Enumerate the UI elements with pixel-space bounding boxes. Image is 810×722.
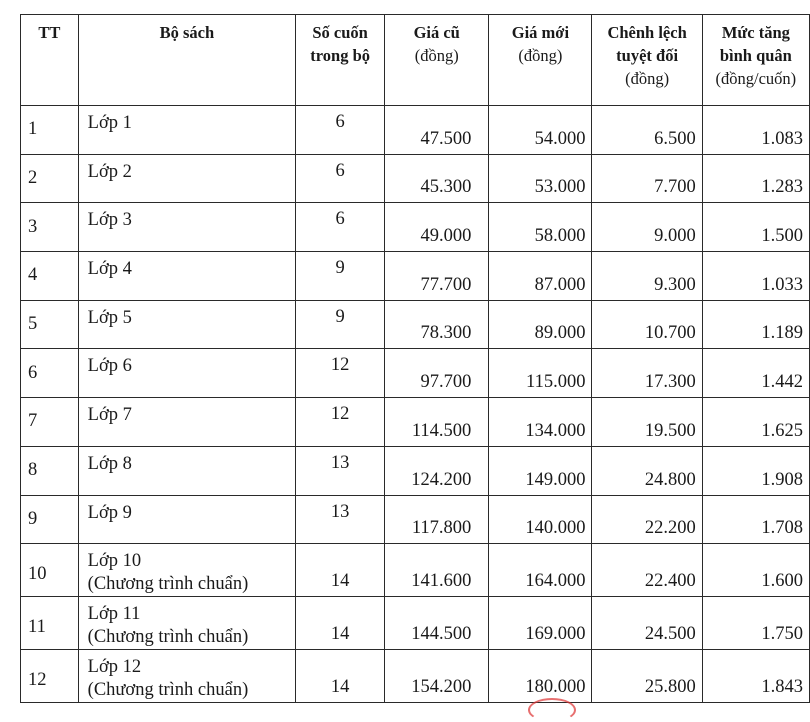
cell-gia-cu: 114.500 [385, 398, 489, 447]
cell-tt: 8 [21, 446, 79, 495]
cell-bo-sach: Lớp 12 (Chương trình chuẩn) [78, 650, 295, 703]
cell-so-cuon: 9 [296, 252, 385, 301]
cell-so-cuon: 13 [296, 495, 385, 544]
cell-gia-cu: 154.200 [385, 650, 489, 703]
cell-gia-moi: 89.000 [489, 300, 592, 349]
cell-muc-tang: 1.189 [702, 300, 809, 349]
cell-muc-tang: 1.442 [702, 349, 809, 398]
cell-so-cuon: 12 [296, 398, 385, 447]
cell-tt: 12 [21, 650, 79, 703]
table-body [21, 106, 810, 703]
header-gia-cu: Giá cũ (đồng) [385, 15, 489, 106]
table-row [21, 106, 810, 155]
cell-gia-cu: 117.800 [385, 495, 489, 544]
cell-gia-moi: 180.000 [489, 650, 592, 703]
cell-gia-cu: 97.700 [385, 349, 489, 398]
cell-tt: 11 [21, 597, 79, 650]
cell-so-cuon: 13 [296, 446, 385, 495]
cell-muc-tang: 1.750 [702, 597, 809, 650]
cell-gia-moi: 53.000 [489, 154, 592, 203]
cell-bo-sach: Lớp 1 [78, 106, 295, 155]
cell-gia-cu: 45.300 [385, 154, 489, 203]
cell-chenh-lech: 10.700 [592, 300, 702, 349]
cell-tt: 1 [21, 106, 79, 155]
table-row [21, 154, 810, 203]
table-row [21, 203, 810, 252]
header-row [21, 15, 810, 106]
cell-so-cuon: 9 [296, 300, 385, 349]
cell-tt: 6 [21, 349, 79, 398]
cell-muc-tang: 1.600 [702, 544, 809, 597]
cell-muc-tang: 1.083 [702, 106, 809, 155]
cell-bo-sach: Lớp 10 (Chương trình chuẩn) [78, 544, 295, 597]
cell-bo-sach: Lớp 3 [78, 203, 295, 252]
program-label: (Chương trình chuẩn) [87, 574, 249, 595]
cell-chenh-lech: 6.500 [592, 106, 702, 155]
cell-gia-cu: 77.700 [385, 252, 489, 301]
cell-gia-cu: 78.300 [385, 300, 489, 349]
cell-muc-tang: 1.708 [702, 495, 809, 544]
price-table [20, 14, 810, 703]
cell-bo-sach: Lớp 5 [78, 300, 295, 349]
table-row [21, 398, 810, 447]
table-row [21, 650, 810, 703]
cell-chenh-lech: 19.500 [592, 398, 702, 447]
cell-gia-moi: 149.000 [489, 446, 592, 495]
cell-bo-sach: Lớp 4 [78, 252, 295, 301]
cell-gia-cu: 49.000 [385, 203, 489, 252]
cell-gia-cu: 141.600 [385, 544, 489, 597]
cell-chenh-lech: 24.500 [592, 597, 702, 650]
cell-gia-moi: 140.000 [489, 495, 592, 544]
cell-bo-sach: Lớp 2 [78, 154, 295, 203]
program-label: (Chương trình chuẩn) [87, 680, 249, 701]
program-label: (Chương trình chuẩn) [87, 627, 249, 648]
cell-muc-tang: 1.500 [702, 203, 809, 252]
table-row [21, 544, 810, 597]
cell-so-cuon: 14 [296, 597, 385, 650]
cell-tt: 4 [21, 252, 79, 301]
cell-muc-tang: 1.908 [702, 446, 809, 495]
table-row [21, 597, 810, 650]
header-chenh-lech: Chênh lệch tuyệt đối (đồng) [592, 15, 702, 106]
cell-chenh-lech: 22.400 [592, 544, 702, 597]
table-row [21, 300, 810, 349]
cell-chenh-lech: 9.300 [592, 252, 702, 301]
header-tt: TT [21, 15, 79, 106]
cell-so-cuon: 6 [296, 106, 385, 155]
cell-bo-sach: Lớp 7 [78, 398, 295, 447]
cell-muc-tang: 1.283 [702, 154, 809, 203]
cell-gia-moi: 58.000 [489, 203, 592, 252]
cell-tt: 7 [21, 398, 79, 447]
cell-gia-cu: 144.500 [385, 597, 489, 650]
cell-so-cuon: 14 [296, 544, 385, 597]
header-so-cuon: Số cuốn trong bộ [296, 15, 385, 106]
cell-gia-cu: 124.200 [385, 446, 489, 495]
cell-tt: 3 [21, 203, 79, 252]
header-muc-tang: Mức tăng bình quân (đồng/cuốn) [702, 15, 809, 106]
cell-so-cuon: 14 [296, 650, 385, 703]
cell-chenh-lech: 24.800 [592, 446, 702, 495]
cell-bo-sach: Lớp 9 [78, 495, 295, 544]
cell-so-cuon: 12 [296, 349, 385, 398]
cell-gia-moi: 134.000 [489, 398, 592, 447]
table-row [21, 349, 810, 398]
cell-tt: 9 [21, 495, 79, 544]
cell-muc-tang: 1.843 [702, 650, 809, 703]
red-stamp-mark [528, 698, 576, 722]
cell-gia-moi: 164.000 [489, 544, 592, 597]
cell-tt: 10 [21, 544, 79, 597]
cell-gia-moi: 87.000 [489, 252, 592, 301]
table-row [21, 446, 810, 495]
cell-muc-tang: 1.033 [702, 252, 809, 301]
cell-chenh-lech: 17.300 [592, 349, 702, 398]
table-row [21, 495, 810, 544]
cell-gia-cu: 47.500 [385, 106, 489, 155]
cell-gia-moi: 115.000 [489, 349, 592, 398]
table-row [21, 252, 810, 301]
cell-bo-sach: Lớp 11 (Chương trình chuẩn) [78, 597, 295, 650]
cell-tt: 2 [21, 154, 79, 203]
cell-chenh-lech: 22.200 [592, 495, 702, 544]
header-gia-moi: Giá mới (đồng) [489, 15, 592, 106]
cell-so-cuon: 6 [296, 154, 385, 203]
cell-chenh-lech: 25.800 [592, 650, 702, 703]
cell-bo-sach: Lớp 8 [78, 446, 295, 495]
cell-gia-moi: 54.000 [489, 106, 592, 155]
cell-chenh-lech: 9.000 [592, 203, 702, 252]
cell-gia-moi: 169.000 [489, 597, 592, 650]
cell-muc-tang: 1.625 [702, 398, 809, 447]
cell-chenh-lech: 7.700 [592, 154, 702, 203]
cell-so-cuon: 6 [296, 203, 385, 252]
header-bo-sach: Bộ sách [78, 15, 295, 106]
cell-tt: 5 [21, 300, 79, 349]
cell-bo-sach: Lớp 6 [78, 349, 295, 398]
